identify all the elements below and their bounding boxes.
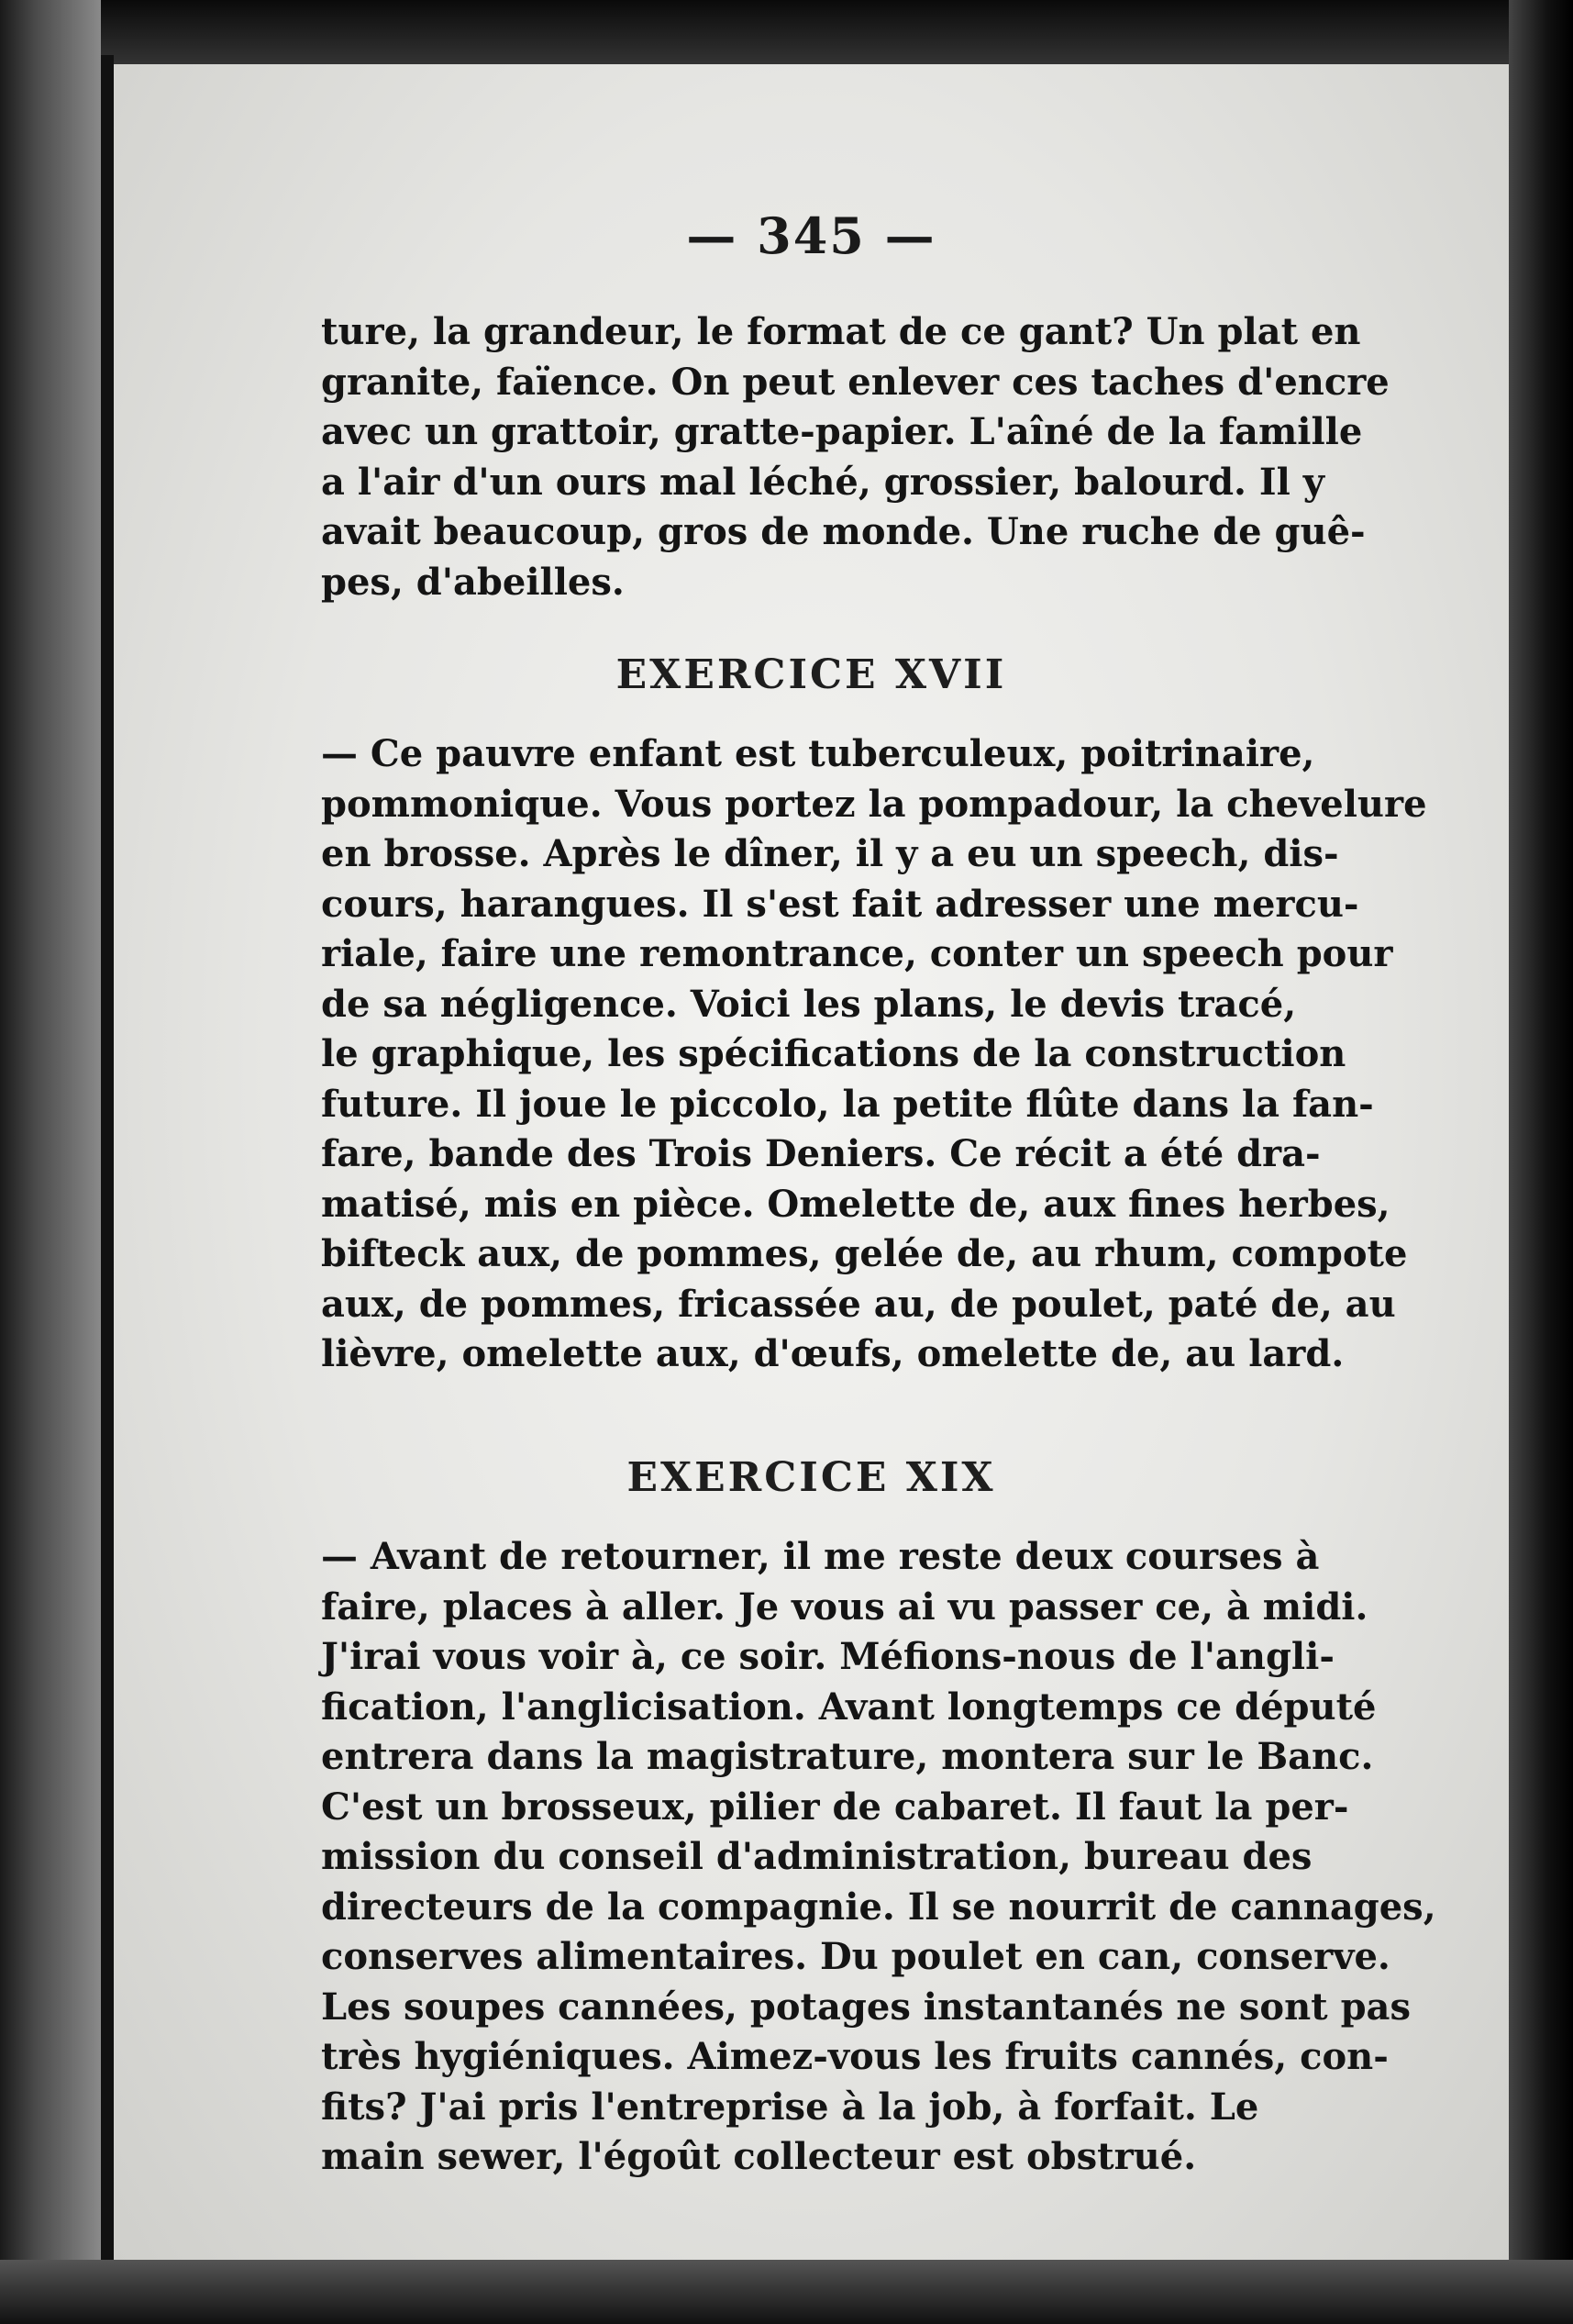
- book-spine: [101, 55, 114, 2275]
- text-line: main sewer, l'égoût collecteur est obstrué.: [321, 2135, 1197, 2178]
- text-line: de sa négligence. Voici les plans, le devis tracé,: [321, 982, 1297, 1026]
- text-line: riale, faire une remontrance, conter un speech pour: [321, 932, 1393, 975]
- book-page: [114, 64, 1509, 2260]
- text-line: J'irai vous voir à, ce soir. Méfions-nous de l'angli-: [321, 1635, 1335, 1678]
- text-line: entrera dans la magistrature, montera sur le Banc.: [321, 1735, 1374, 1778]
- text-line: faire, places à aller. Je vous ai vu passer ce, à midi.: [321, 1585, 1368, 1629]
- exercise-19-text: [321, 1532, 1449, 2183]
- text-line: granite, faïence. On peut enlever ces taches d'encre: [321, 360, 1390, 404]
- text-line: ture, la grandeur, le format de ce gant? Un plat en: [321, 310, 1361, 353]
- scan-border-right: [1509, 0, 1573, 2324]
- text-line: le graphique, les spécifications de la construction: [321, 1032, 1346, 1075]
- scan-border-bottom: [0, 2260, 1573, 2324]
- exercise-17-text: [321, 729, 1449, 1380]
- text-line: aux, de pommes, fricassée au, de poulet, paté de, au: [321, 1282, 1396, 1326]
- text-line: avait beaucoup, gros de monde. Une ruche de guê-: [321, 510, 1366, 553]
- text-line: future. Il joue le piccolo, la petite flûte dans la fan-: [321, 1082, 1374, 1126]
- text-line: directeurs de la compagnie. Il se nourrit de cannages,: [321, 1885, 1436, 1929]
- text-line: mission du conseil d'administration, bureau des: [321, 1835, 1313, 1878]
- text-line: avec un grattoir, gratte-papier. L'aîné de la famille: [321, 410, 1363, 453]
- text-line: fication, l'anglicisation. Avant longtemps ce député: [321, 1685, 1377, 1729]
- text-line: fits? J'ai pris l'entreprise à la job, à forfait. Le: [321, 2085, 1259, 2129]
- text-line: a l'air d'un ours mal léché, grossier, balourd. Il y: [321, 460, 1324, 504]
- exercise-heading: EXERCICE XIX: [626, 1454, 996, 1501]
- text-line: matisé, mis en pièce. Omelette de, aux fines herbes,: [321, 1182, 1390, 1226]
- exercise-heading: EXERCICE XVII: [615, 651, 1007, 698]
- page-number: — 345 —: [686, 206, 936, 265]
- text-line: fare, bande des Trois Deniers. Ce récit a été dra-: [321, 1132, 1321, 1175]
- text-line: bifteck aux, de pommes, gelée de, au rhum, compote: [321, 1232, 1408, 1275]
- text-line: — Ce pauvre enfant est tuberculeux, poitrinaire,: [321, 732, 1315, 775]
- text-line: Les soupes cannées, potages instantanés ne sont pas: [321, 1985, 1411, 2029]
- text-line: en brosse. Après le dîner, il y a eu un speech, dis-: [321, 832, 1339, 875]
- text-line: lièvre, omelette aux, d'œufs, omelette de, au lard.: [321, 1332, 1345, 1375]
- scan-border-top: [0, 0, 1573, 64]
- text-line: pes, d'abeilles.: [321, 560, 625, 604]
- text-line: C'est un brosseux, pilier de cabaret. Il faut la per-: [321, 1785, 1349, 1829]
- text-line: conserves alimentaires. Du poulet en can, conserve.: [321, 1935, 1390, 1978]
- paragraph-continuation: [321, 307, 1449, 607]
- text-line: très hygiéniques. Aimez-vous les fruits cannés, con-: [321, 2035, 1389, 2078]
- text-line: cours, harangues. Il s'est fait adresser une mercu-: [321, 882, 1359, 926]
- text-line: pommonique. Vous portez la pompadour, la chevelure: [321, 782, 1427, 826]
- scan-border-left: [0, 0, 101, 2324]
- text-line: — Avant de retourner, il me reste deux courses à: [321, 1535, 1320, 1578]
